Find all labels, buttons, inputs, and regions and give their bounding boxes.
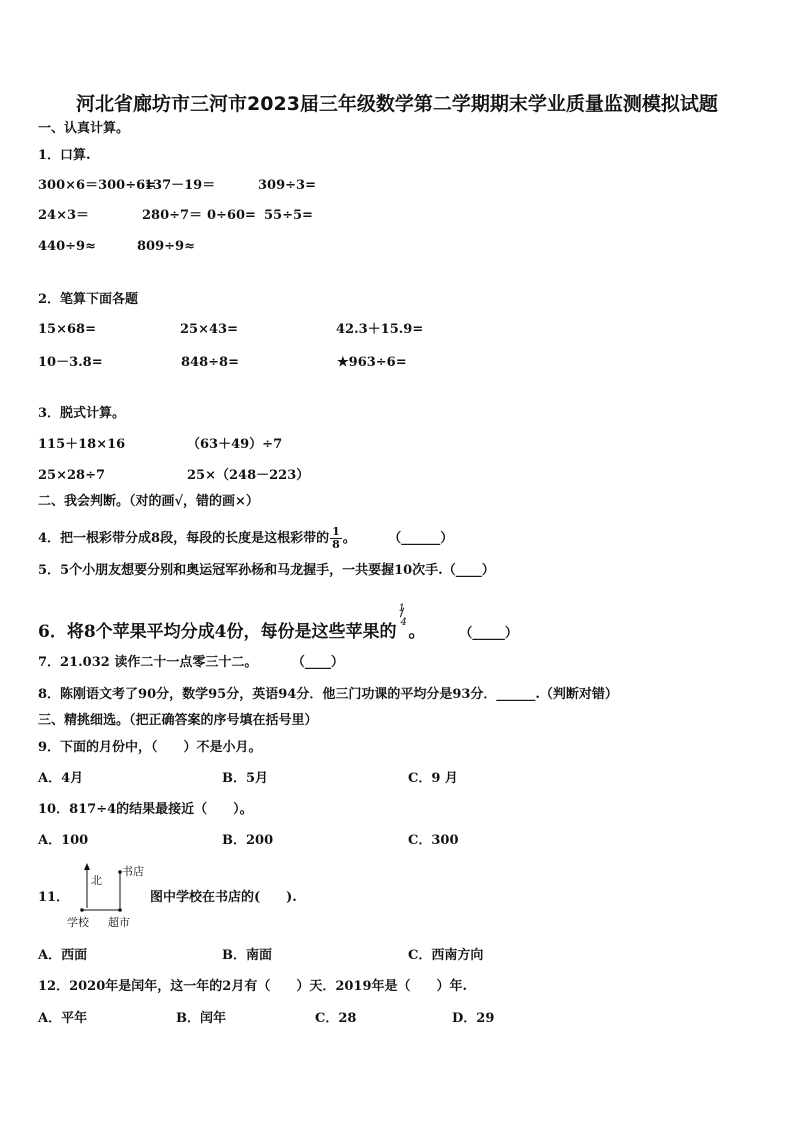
q2-item: 848÷8=	[181, 355, 239, 370]
q7-answer-blank[interactable]: （____）	[291, 655, 344, 670]
q2-item: 42.3＋15.9=	[336, 322, 424, 337]
q2-heading: 2．笔算下面各题	[38, 292, 139, 307]
q10-option-b[interactable]: B．200	[222, 833, 274, 848]
q7-question	[38, 655, 344, 671]
q1-heading: 1．口算.	[38, 148, 91, 163]
section-heading-2: 二、我会判断。（对的画√，错的画×）	[38, 494, 259, 509]
q11-option-b[interactable]: B．南面	[222, 948, 272, 963]
q10-option-c[interactable]: C．300	[408, 833, 459, 848]
q1-item: 440÷9≈	[38, 239, 96, 254]
q1-item: 0÷60=	[207, 208, 256, 223]
q6-question	[38, 603, 518, 642]
q10-option-a[interactable]: A．100	[38, 833, 89, 848]
map-north-label: 北	[91, 874, 102, 887]
section-heading-1: 一、认真计算。	[38, 121, 130, 136]
q9-question: 9．下面的月份中，（ ）不是小月。	[38, 740, 262, 755]
q4-question	[38, 526, 453, 551]
q4-fraction-num: 1	[332, 525, 340, 538]
q4-fraction-den: 8	[332, 538, 340, 551]
q3-item: 115＋18×16	[38, 437, 126, 452]
q12-question: 12．2020年是闰年，这一年的2月有（ ）天．2019年是（ ）年.	[38, 979, 468, 994]
q1-item: 309÷3=	[258, 178, 316, 193]
q3-heading: 3．脱式计算。	[38, 406, 126, 421]
q1-item: 300×6＝300÷6=	[38, 178, 157, 193]
q2-item: ★963÷6=	[337, 355, 407, 370]
q1-item: 809÷9≈	[137, 239, 195, 254]
q1-item: 24×3＝	[38, 208, 90, 223]
q12-option-b[interactable]: B．闰年	[176, 1011, 226, 1026]
q1-item: 137－19＝	[144, 178, 216, 193]
q4-answer-blank[interactable]: （______）	[388, 531, 454, 546]
q3-item: 25×28÷7	[38, 468, 106, 483]
q11-option-c[interactable]: C．西南方向	[408, 948, 484, 963]
q8-question: 8．陈刚语文考了90分，数学95分，英语94分．他三门功课的平均分是93分．______.（判断对错）	[38, 687, 618, 702]
q4-end: 。	[342, 531, 356, 546]
section-heading-3: 三、精挑细选。（把正确答案的序号填在括号里）	[38, 713, 318, 728]
q6-fraction	[397, 603, 409, 637]
map-bookstore-label: 书店	[122, 865, 144, 878]
q3-item: （63＋49）÷7	[187, 437, 283, 452]
map-school-label: 学校	[67, 916, 89, 929]
direction-map	[62, 860, 152, 930]
q3-item: 25×（248－223）	[187, 468, 310, 483]
q7-text: 7．21.032 读作二十一点零三十二。	[38, 655, 258, 670]
q1-item: 55÷5=	[264, 208, 313, 223]
map-market-label: 超市	[108, 916, 130, 929]
q2-item: 10－3.8=	[38, 355, 103, 370]
q12-option-a[interactable]: A．平年	[38, 1011, 88, 1026]
q6-answer-blank[interactable]: （_____）	[459, 626, 518, 641]
q2-item: 25×43=	[180, 322, 238, 337]
q11-option-a[interactable]: A．西面	[38, 948, 88, 963]
q5-question: 5．5个小朋友想要分别和奥运冠军孙杨和马龙握手，一共要握10次手.（____）	[38, 563, 495, 578]
q11-number: 11．	[38, 890, 70, 905]
page-title: 河北省廊坊市三河市2023届三年级数学第二学期期末学业质量监测模拟试题	[76, 93, 718, 115]
q12-option-d[interactable]: D．29	[452, 1011, 495, 1026]
q12-option-c[interactable]: C．28	[315, 1011, 357, 1026]
q1-item: 280÷7＝	[142, 208, 203, 223]
q2-item: 15×68=	[38, 322, 96, 337]
q4-fraction	[330, 526, 342, 551]
q6-text: 6．将8个苹果平均分成4份，每份是这些苹果的	[38, 622, 397, 642]
q6-end: 。	[408, 622, 426, 642]
q10-question: 10．817÷4的结果最接近（ ）。	[38, 802, 253, 817]
q4-text: 4．把一根彩带分成8段，每段的长度是这根彩带的	[38, 531, 330, 546]
q9-option-a[interactable]: A．4月	[38, 771, 84, 786]
q11-question: 图中学校在书店的( ).	[150, 890, 297, 905]
q6-fraction-num: 1	[398, 603, 405, 614]
q6-fraction-den: 4	[400, 617, 407, 628]
q9-option-b[interactable]: B．5月	[222, 771, 269, 786]
q9-option-c[interactable]: C．9 月	[408, 771, 458, 786]
